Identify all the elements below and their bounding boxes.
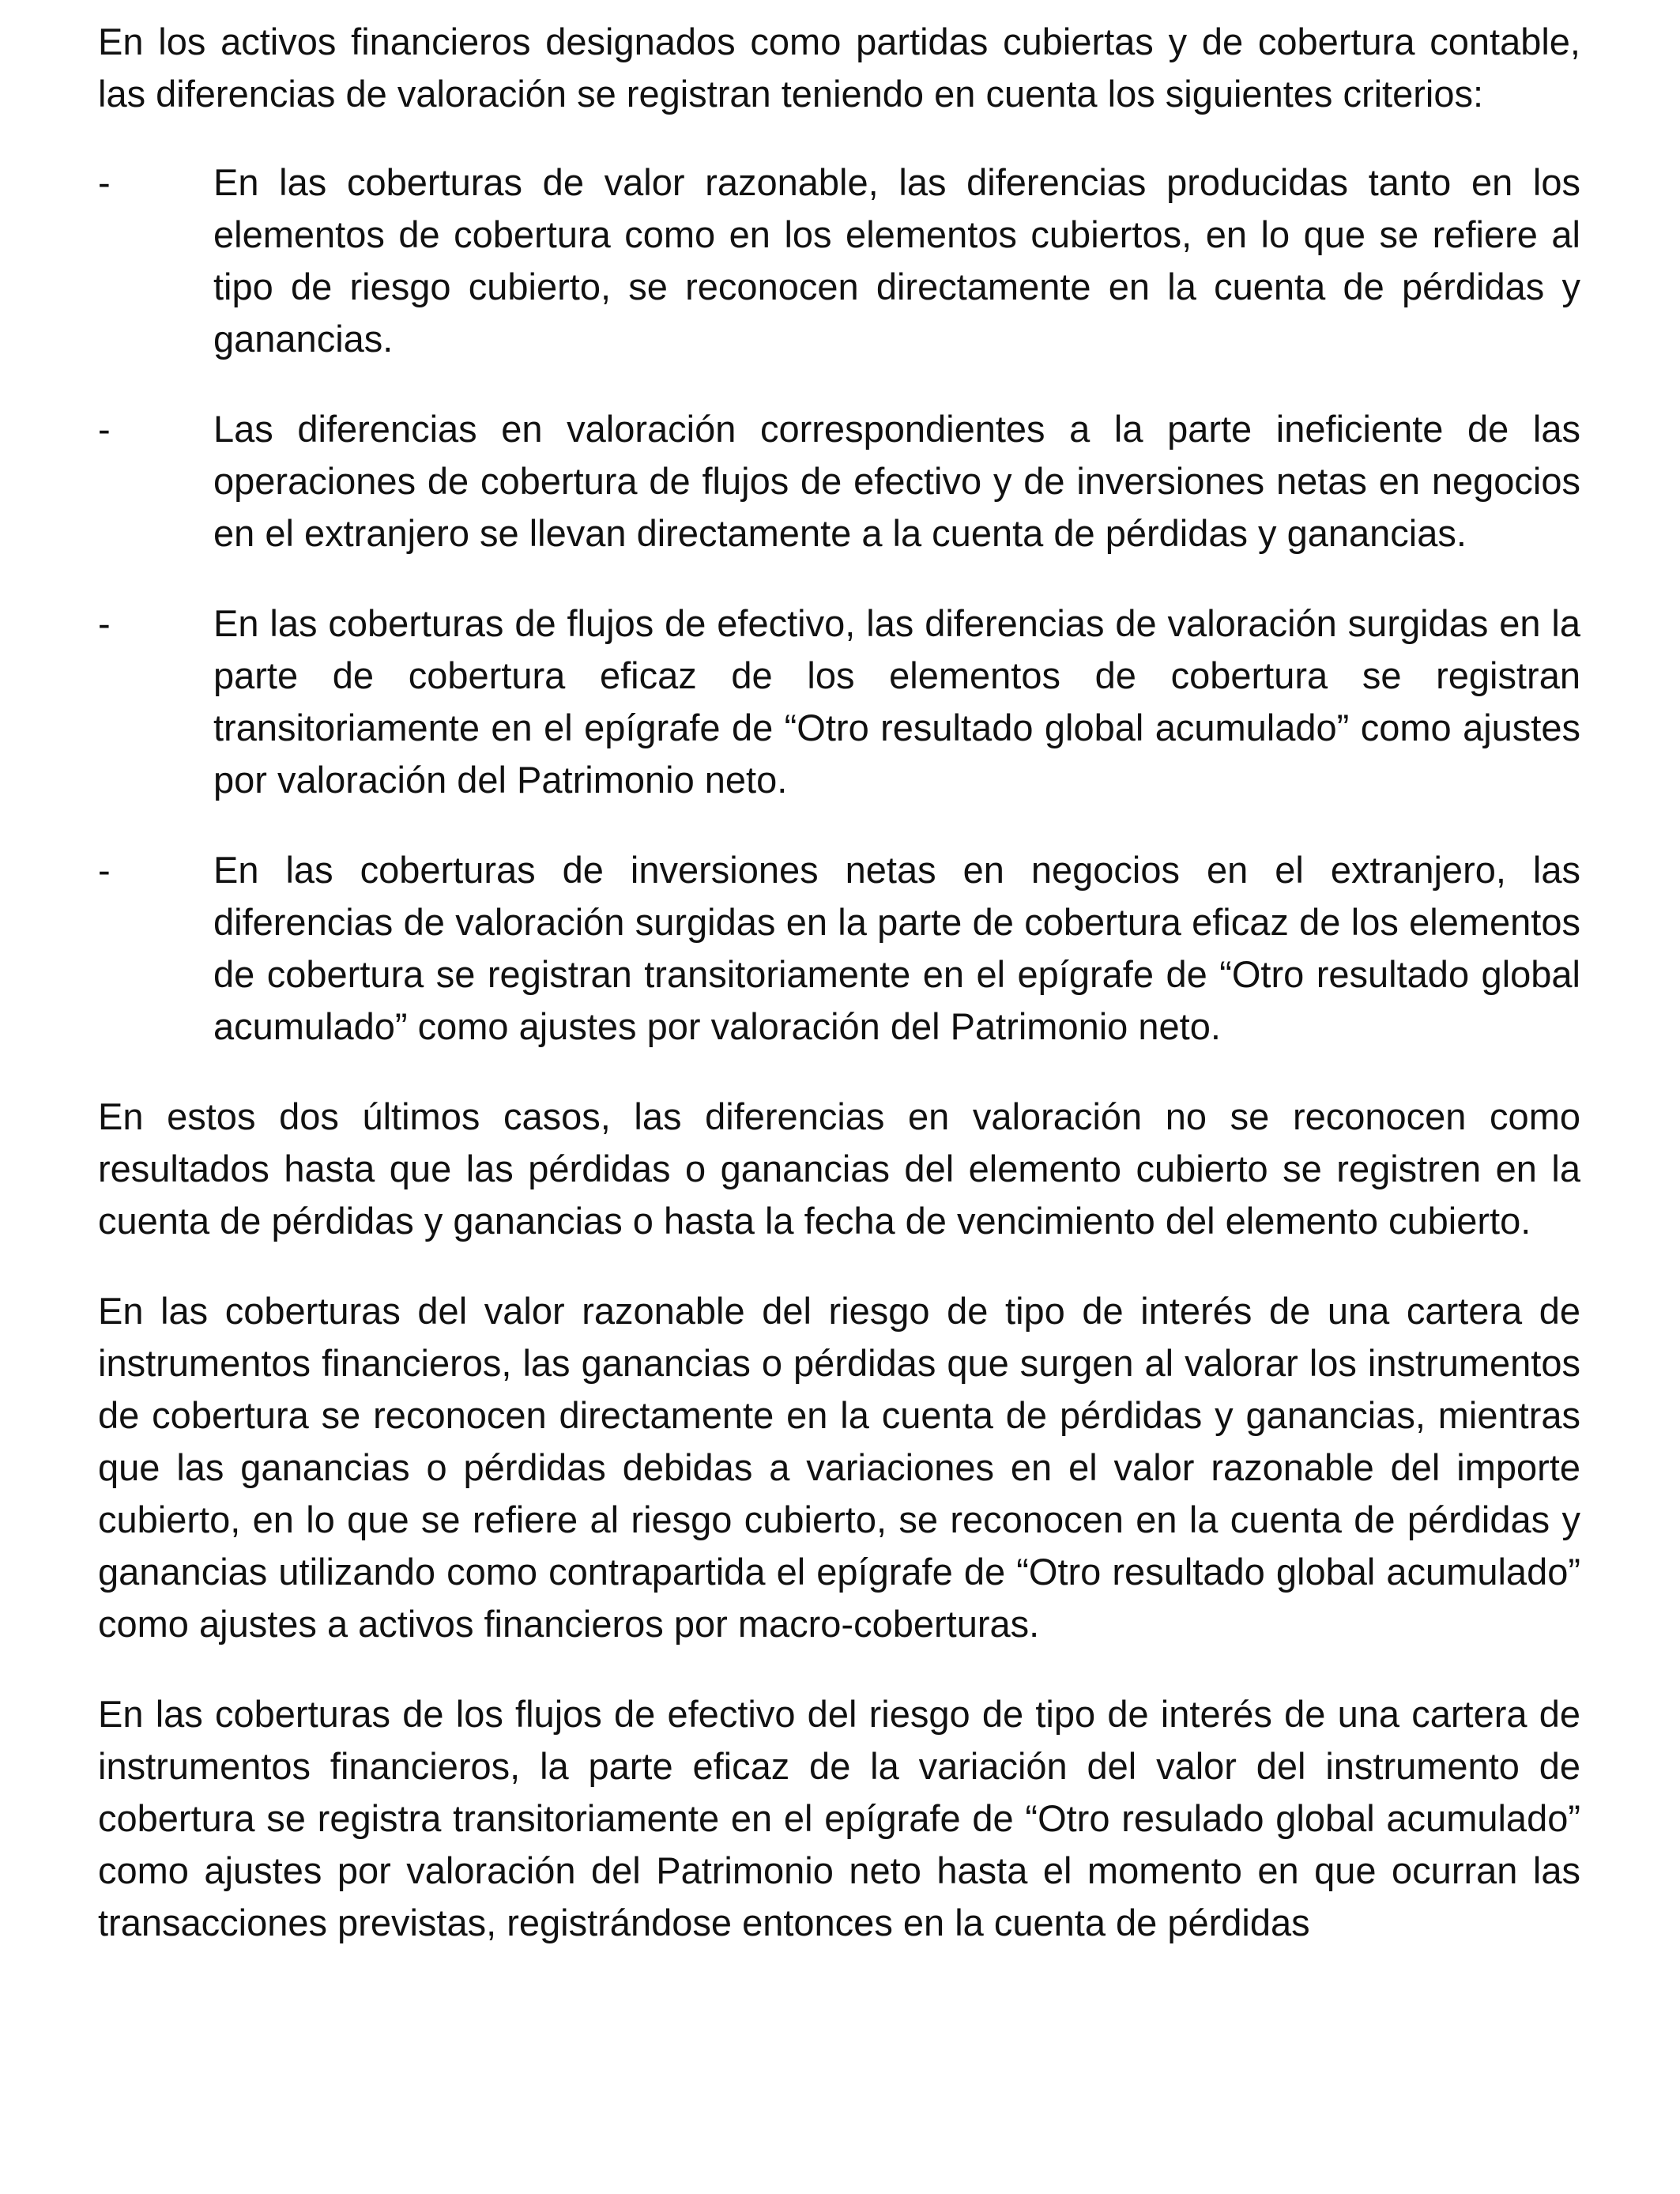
- body-paragraph: En estos dos últimos casos, las diferencias en valoración no se reconocen como resultados hasta que las pérdidas o ganancias del elemento cubierto se registren en la cuenta de pérdidas y ganancias o hasta la fecha de vencimiento del elemento cubierto.: [98, 1095, 1580, 1242]
- document-page: [98, 16, 1580, 1949]
- bullet-text: En las coberturas de flujos de efectivo, las diferencias de valoración surgidas en la parte de cobertura eficaz de los elementos de cobertura se registran transitoriamente en el epígrafe de “Otro resultado global acumulado” como ajustes por valoración del Patrimonio neto.: [213, 602, 1580, 801]
- bullet-dash: -: [98, 161, 111, 203]
- bullet-item: [98, 844, 1580, 1053]
- bullet-item: [98, 403, 1580, 560]
- bullet-text: En las coberturas de inversiones netas en negocios en el extranjero, las diferencias de valoración surgidas en la parte de cobertura eficaz de los elementos de cobertura se registran transitoriamente en el epígrafe de “Otro resultado global acumulado” como ajustes por valoración del Patrimonio neto.: [213, 849, 1580, 1047]
- bullet-dash: -: [98, 602, 111, 644]
- intro-paragraph: En los activos financieros designados como partidas cubiertas y de cobertura contable, las diferencias de valoración se registran teniendo en cuenta los siguientes criterios:: [98, 21, 1580, 115]
- bullet-text: En las coberturas de valor razonable, las diferencias producidas tanto en los elementos de cobertura como en los elementos cubiertos, en lo que se refiere al tipo de riesgo cubierto, se reconocen directamente en la cuenta de pérdidas y ganancias.: [213, 161, 1580, 360]
- body-paragraph: En las coberturas de los flujos de efectivo del riesgo de tipo de interés de una cartera de instrumentos financieros, la parte eficaz de la variación del valor del instrumento de cobertura se registra transitoriamente en el epígrafe de “Otro resulado global acumulado” como ajustes por valoración del Patrimonio neto hasta el momento en que ocurran las transacciones previstas, registrándose entonces en la cuenta de pérdidas: [98, 1693, 1580, 1943]
- bullet-item: [98, 598, 1580, 806]
- bullet-dash: -: [98, 408, 111, 450]
- bullet-text: Las diferencias en valoración correspondientes a la parte ineficiente de las operaciones de cobertura de flujos de efectivo y de inversiones netas en negocios en el extranjero se llevan directamente a la cuenta de pérdidas y ganancias.: [213, 408, 1580, 554]
- bullet-item: [98, 156, 1580, 365]
- bullet-dash: -: [98, 849, 111, 891]
- body-paragraph: En las coberturas del valor razonable del riesgo de tipo de interés de una cartera de instrumentos financieros, las ganancias o pérdidas que surgen al valorar los instrumentos de cobertura se reconocen directamente en la cuenta de pérdidas y ganancias, mientras que las ganancias o pérdidas debidas a variaciones en el valor razonable del importe cubierto, en lo que se refiere al riesgo cubierto, se reconocen en la cuenta de pérdidas y ganancias utilizando como contrapartida el epígrafe de “Otro resultado global acumulado” como ajustes a activos financieros por macro-coberturas.: [98, 1290, 1580, 1645]
